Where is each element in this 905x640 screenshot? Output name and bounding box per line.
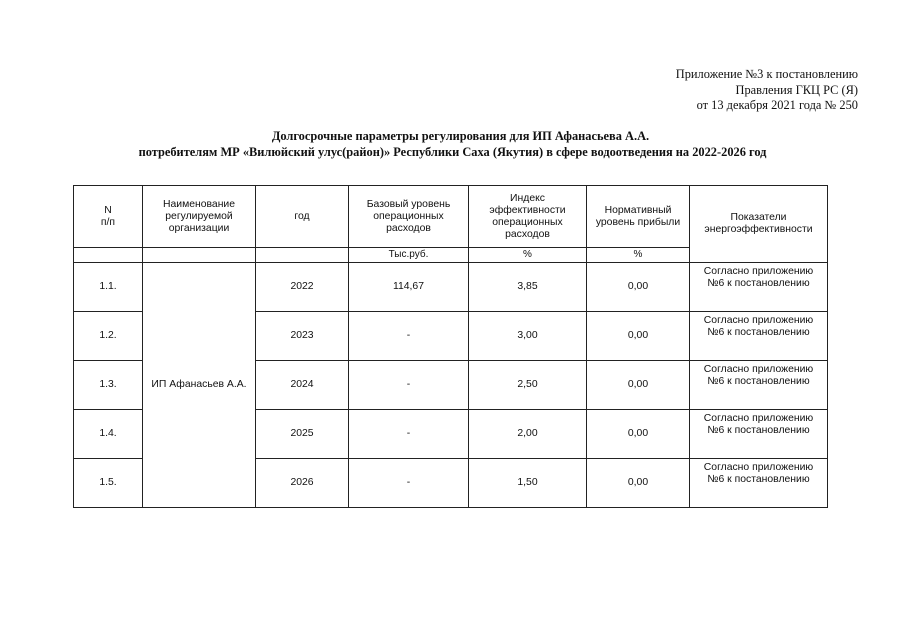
cell-energy-indicators — [690, 459, 828, 508]
header-text: расходов — [505, 228, 550, 240]
unit-cell-empty — [143, 248, 256, 263]
cell-energy-indicators — [690, 263, 828, 312]
cell-efficiency: 1,50 — [469, 459, 587, 508]
header-row — [74, 186, 828, 248]
cell-text: Согласно приложению — [703, 266, 814, 277]
unit-efficiency: % — [469, 248, 587, 263]
header-num — [74, 186, 143, 248]
unit-base: Тыс.руб. — [349, 248, 469, 263]
document-title — [0, 129, 905, 160]
cell-efficiency: 3,00 — [469, 312, 587, 361]
cell-text: №6 к постановлению — [707, 425, 810, 436]
header-text: Нормативный — [604, 204, 672, 216]
unit-profit: % — [587, 248, 690, 263]
header-text: операционных — [373, 210, 444, 222]
parameters-table — [73, 185, 828, 508]
appendix-line: Правления ГКЦ РС (Я) — [735, 82, 858, 97]
cell-base: - — [349, 410, 469, 459]
cell-base: - — [349, 312, 469, 361]
header-text: Показатели — [730, 212, 787, 223]
cell-energy-indicators — [690, 312, 828, 361]
cell-year: 2025 — [256, 410, 349, 459]
cell-year: 2023 — [256, 312, 349, 361]
cell-profit: 0,00 — [587, 263, 690, 312]
cell-profit: 0,00 — [587, 312, 690, 361]
header-text: организации — [168, 222, 230, 234]
unit-cell-empty — [74, 248, 143, 263]
header-text: Наименование — [162, 198, 236, 210]
header-text: п/п — [100, 216, 116, 228]
cell-efficiency: 2,50 — [469, 361, 587, 410]
cell-text: №6 к постановлению — [707, 376, 810, 387]
cell-profit: 0,00 — [587, 410, 690, 459]
header-text: Индекс — [510, 192, 545, 204]
cell-base: - — [349, 361, 469, 410]
cell-profit: 0,00 — [587, 361, 690, 410]
header-text: уровень прибыли — [595, 216, 681, 228]
cell-num: 1.2. — [74, 312, 143, 361]
cell-text: Согласно приложению — [703, 413, 814, 424]
cell-text: №6 к постановлению — [707, 327, 810, 338]
cell-num: 1.3. — [74, 361, 143, 410]
cell-base: 114,67 — [349, 263, 469, 312]
cell-text: №6 к постановлению — [707, 474, 810, 485]
cell-text: №6 к постановлению — [707, 278, 810, 289]
header-base-level — [349, 186, 469, 248]
table-row — [74, 263, 828, 312]
cell-efficiency: 2,00 — [469, 410, 587, 459]
cell-organization: ИП Афанасьев А.А. — [143, 263, 256, 508]
header-organization — [143, 186, 256, 248]
title-line: потребителям МР «Вилюйский улус(район)» Республики Саха (Якутия) в сфере водоотведения на 2022-2026 год — [138, 144, 767, 159]
header-text: расходов — [386, 222, 431, 234]
cell-energy-indicators — [690, 361, 828, 410]
header-year — [256, 186, 349, 248]
appendix-note — [676, 67, 858, 114]
cell-num: 1.4. — [74, 410, 143, 459]
unit-cell-empty — [256, 248, 349, 263]
cell-profit: 0,00 — [587, 459, 690, 508]
header-text: Базовый уровень — [366, 198, 451, 210]
cell-text: Согласно приложению — [703, 462, 814, 473]
appendix-line: от 13 декабря 2021 года № 250 — [696, 98, 858, 113]
title-line: Долгосрочные параметры регулирования для ИП Афанасьева А.А. — [271, 129, 650, 143]
header-text: энергоэффективности — [704, 224, 813, 235]
cell-base: - — [349, 459, 469, 508]
header-energy-indicators — [690, 186, 828, 263]
cell-energy-indicators — [690, 410, 828, 459]
header-text: год — [294, 210, 310, 222]
appendix-line: Приложение №3 к постановлению — [675, 67, 858, 81]
header-text: эффективности — [489, 204, 566, 216]
header-text: регулируемой — [165, 210, 233, 222]
header-profit-level — [587, 186, 690, 248]
cell-num: 1.5. — [74, 459, 143, 508]
cell-year: 2026 — [256, 459, 349, 508]
header-efficiency-index — [469, 186, 587, 248]
cell-year: 2024 — [256, 361, 349, 410]
cell-num: 1.1. — [74, 263, 143, 312]
cell-text: Согласно приложению — [703, 364, 814, 375]
header-text: операционных — [492, 216, 563, 228]
header-text: N — [104, 204, 112, 216]
cell-efficiency: 3,85 — [469, 263, 587, 312]
cell-text: Согласно приложению — [703, 315, 814, 326]
cell-year: 2022 — [256, 263, 349, 312]
